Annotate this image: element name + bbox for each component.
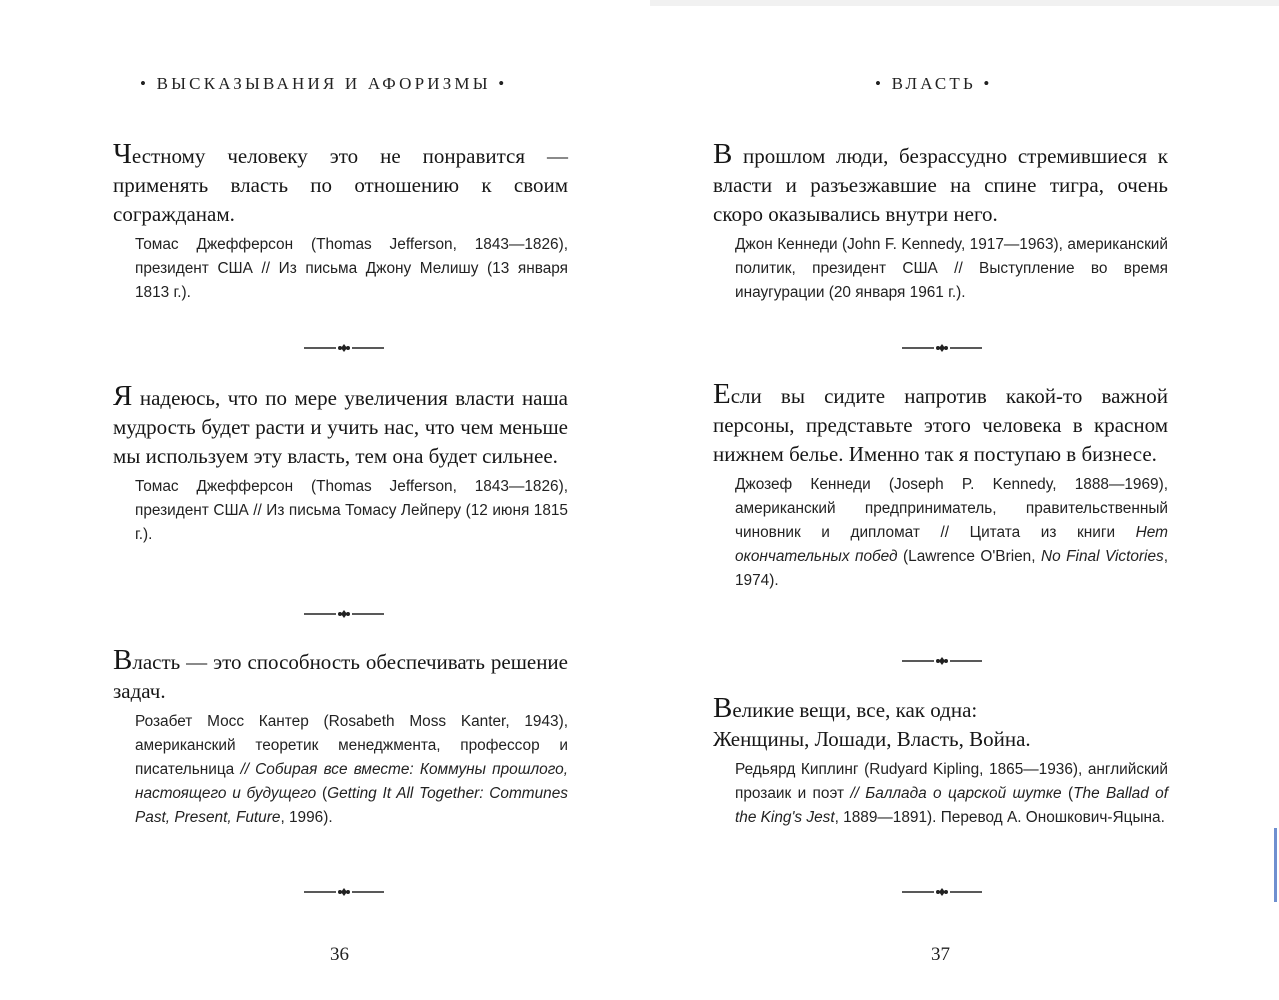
quote-source: [135, 710, 568, 830]
quote-source: [735, 473, 1168, 593]
quote-entry: [113, 382, 568, 547]
quote-text: [113, 382, 568, 471]
left-running-head: • ВЫСКАЗЫВАНИЯ И АФОРИЗМЫ •: [140, 74, 508, 93]
source-title-italic: // Баллада о царской шутке: [850, 785, 1062, 802]
quote-source: [735, 233, 1168, 305]
source-title-italic: The Ballad of the King's Jest: [735, 785, 1168, 826]
source-title-italic: No Final Victories: [1040, 548, 1164, 565]
quote-entry: [113, 646, 568, 830]
quote-text: [713, 380, 1168, 469]
quote-line: Женщины, Лошади, Власть, Война.: [713, 727, 1031, 751]
source-text: Редьярд Киплинг (Rudyard Kipling, 1865—1936), английский прозаик и поэт: [735, 761, 1168, 802]
quote-body: прошлом люди, безрассудно стремившиеся к власти и разъезжавшие на спине тигра, очень скоро оказывались внутри него.: [713, 144, 1168, 226]
quote-entry: [713, 140, 1168, 305]
source-text: , 1889—1891). Перевод А. Оношкович-Яцына.: [834, 809, 1165, 826]
source-text: Томас Джефферсон (Thomas Jefferson, 1843—1826), президент США // Из письма Джону Мелишу (13 января 1813 г.).: [135, 236, 568, 301]
quote-body: надеюсь, что по мере увеличения власти наша мудрость будет расти и учить нас, что чем меньше мы используем эту власть, тем она будет сильнее.: [113, 386, 568, 468]
source-text: Джон Кеннеди (John F. Kennedy, 1917—1963), американский политик, президент США // Выступление во время инаугурации (20 января 1961 г.).: [735, 236, 1168, 301]
source-text: Томас Джефферсон (Thomas Jefferson, 1843—1826), президент США // Из письма Томасу Лейперу (12 июня 1815 г.).: [135, 478, 568, 543]
drop-letter: Я: [113, 380, 133, 412]
page-edge-mark: [1274, 828, 1277, 902]
source-title-italic: Нет окончательных побед: [735, 524, 1168, 565]
page-number: 36: [330, 944, 349, 965]
quote-entry: [113, 140, 568, 305]
right-page: [640, 0, 1279, 1000]
source-text: (Lawrence O'Brien,: [897, 548, 1041, 565]
quote-source: [135, 233, 568, 305]
source-text: , 1974).: [735, 548, 1168, 589]
quote-source: [735, 758, 1168, 830]
ornament-divider-icon: [302, 608, 386, 620]
quote-source: [135, 475, 568, 547]
ornament-divider-icon: [302, 886, 386, 898]
quote-entry: [713, 694, 1168, 830]
source-title-italic: Getting It All Together: Communes Past, Present, Future: [135, 785, 568, 826]
drop-letter: Е: [713, 378, 731, 410]
page-number: 37: [931, 944, 950, 965]
quote-body: ласть — это способность обеспечивать решение задач.: [113, 650, 568, 703]
source-text: (: [316, 785, 328, 802]
quote-text: [713, 140, 1168, 229]
ornament-divider-icon: [900, 342, 984, 354]
ornament-divider-icon: [900, 655, 984, 667]
ornament-divider-icon: [302, 342, 386, 354]
quote-text: [113, 140, 568, 229]
source-title-italic: // Собирая все вместе: Коммуны прошлого, настоящего и будущего: [135, 761, 568, 802]
source-text: Джозеф Кеннеди (Joseph P. Kennedy, 1888—1969), американский предприниматель, правительственный чиновник и дипломат // Цитата из книги: [735, 476, 1168, 541]
quote-body: естному человеку это не понравится — применять власть по отношению к своим согражданам.: [113, 144, 568, 226]
quote-text: [713, 694, 1168, 754]
right-running-head: • ВЛАСТЬ •: [875, 74, 993, 93]
source-text: , 1996).: [280, 809, 333, 826]
source-text: Розабет Мосс Кантер (Rosabeth Moss Kanter, 1943), американский теоретик менеджмента, профессор и писательница: [135, 713, 568, 778]
ornament-divider-icon: [900, 886, 984, 898]
quote-text: [113, 646, 568, 706]
drop-letter: В: [713, 138, 733, 170]
drop-letter: В: [113, 644, 133, 676]
drop-letter: В: [713, 692, 733, 724]
quote-line: еликие вещи, все, как одна:: [732, 698, 978, 722]
quote-entry: [713, 380, 1168, 593]
quote-body: сли вы сидите напротив какой-то важной персоны, представьте этого человека в красном нижнем белье. Именно так я поступаю в бизнесе.: [713, 384, 1168, 466]
source-text: (: [1061, 785, 1074, 802]
drop-letter: Ч: [113, 138, 132, 170]
